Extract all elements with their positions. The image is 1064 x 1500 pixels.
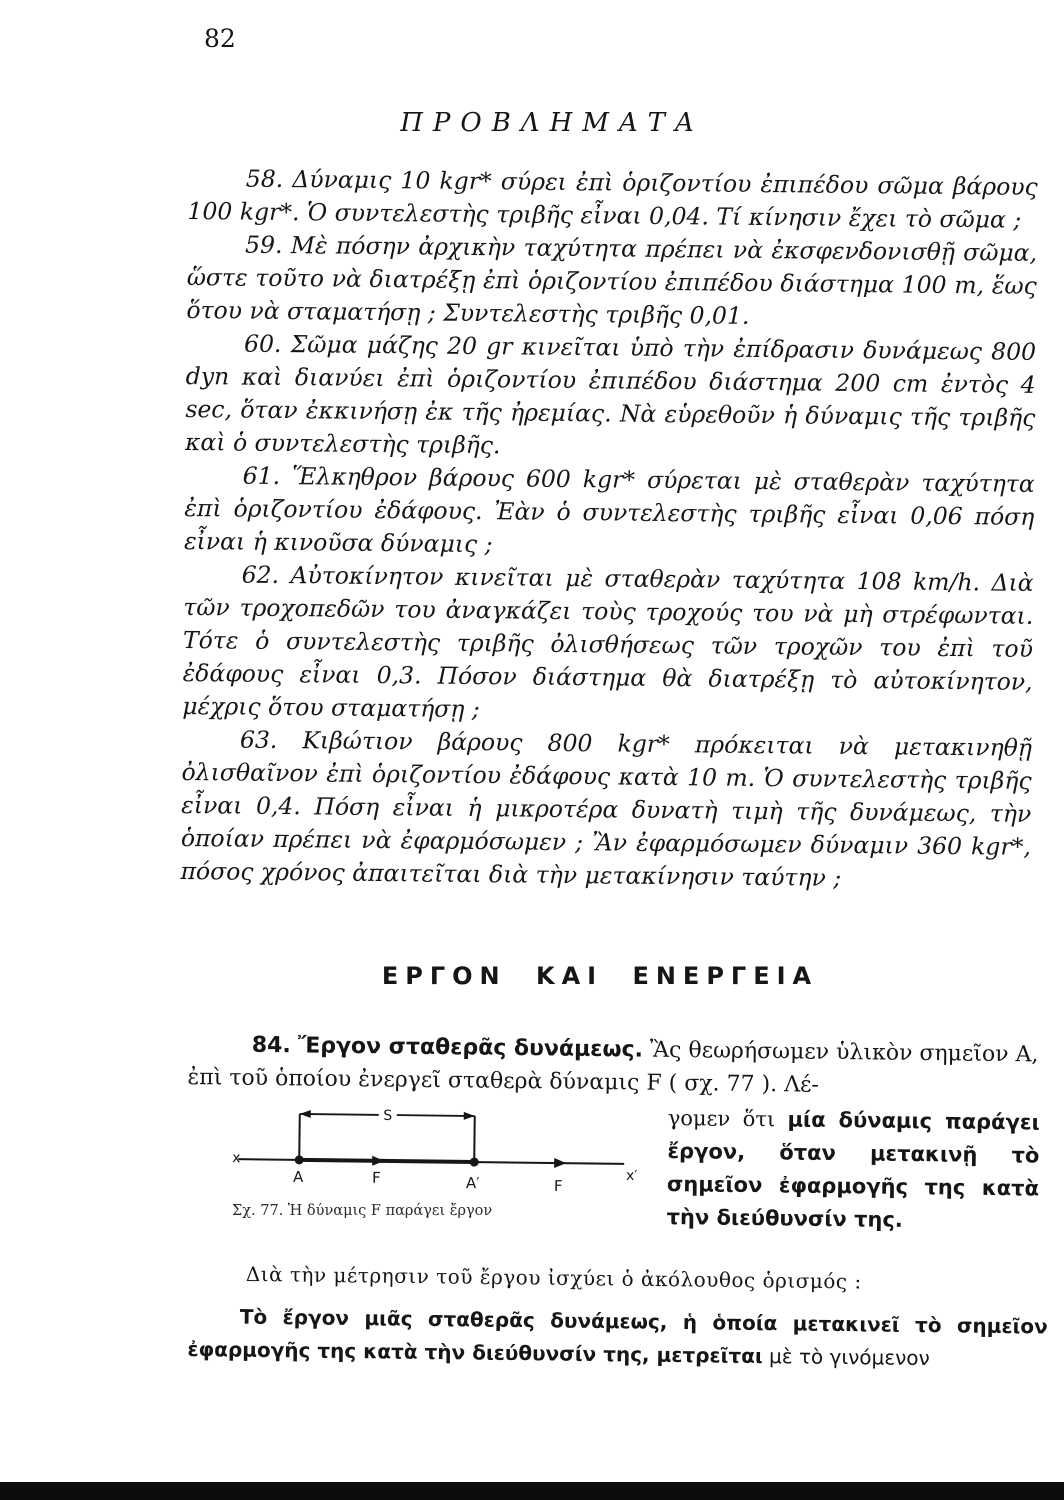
- s-arrow-right: [464, 1112, 475, 1120]
- problem-58: 58. Δύναμις 10 kgr* σύρει ἐπὶ ὁριζοντίου ἐπιπέδου σῶμα βάρους 100 kgr*. Ὁ συντελεστὴς τριβῆς εἶναι 0,04. Τί κίνησιν ἔχει τὸ σῶμα ;: [187, 164, 1038, 234]
- definition-plain-text: μὲ τὸ γινόμενον: [768, 1344, 930, 1371]
- article-heading: Ἔργον σταθερᾶς δυνάμεως.: [297, 1033, 644, 1063]
- force-arrow-2: [554, 1158, 566, 1168]
- figure-77-caption: Σχ. 77. Ἡ δύναμις F παράγει ἔργον: [232, 1203, 493, 1219]
- f-label-1: F: [371, 1168, 381, 1187]
- work-definition: [187, 1300, 1048, 1377]
- callout-plain-text: γομεν ὅτι: [667, 1105, 776, 1132]
- s-label: S: [383, 1107, 393, 1125]
- article-84-intro: [187, 1028, 1048, 1105]
- section-title: ΕΡΓΟΝ ΚΑΙ ΕΝΕΡΓΕΙΑ: [381, 962, 819, 990]
- page-number: 82: [204, 24, 236, 53]
- x-label: x: [232, 1150, 241, 1167]
- work-definition-callout: [666, 1102, 1040, 1239]
- point-a-prime: [470, 1157, 479, 1166]
- problems-title: ΠΡΟΒΛΗΜΑΤΑ: [400, 108, 704, 138]
- a-label: A: [292, 1167, 304, 1186]
- f-label-2: F: [553, 1177, 563, 1196]
- measurement-intro: Διὰ τὴν μέτρησιν τοῦ ἔργου ἰσχύει ὁ ἀκόλουθος ὁρισμός :: [245, 1261, 862, 1294]
- force-arrow-1: [372, 1156, 384, 1166]
- problems-list: [180, 162, 1038, 897]
- article-intro: Ἂς θεωρήσωμεν ὑλικὸν σημεῖον A, ἐπὶ τοῦ ὁποίου ἐνεργεῖ σταθερὰ δύναμις F ( σχ. 77 ). Λέ-: [187, 1037, 1039, 1098]
- problem-62: 62. Αὐτοκίνητον κινεῖται μὲ σταθερὰν ταχύτητα 108 km/h. Διὰ τῶν τροχοπεδῶν του ἀναγκάζει τοὺς τροχούς του νὰ μὴ στρέφωνται. Τότε ὁ συντελεστὴς τριβῆς ὀλισθήσεως τῶν τροχῶν του ἐπὶ τοῦ ἐδάφους εἶναι 0,3. Πόσον διάστημα θὰ διατρέξῃ τὸ αὐτοκίνητον, μέχρις ὅτου σταματήσῃ ;: [182, 560, 1034, 724]
- definition-bold-text: Τὸ ἔργον μιᾶς σταθερᾶς δυνάμεως, ἡ ὁποία μετακινεῖ τὸ σημεῖον ἐφαρμογῆς της κατὰ τὴν διεύθυνσίν της, μετρεῖται: [187, 1304, 1048, 1369]
- s-arrow-left: [300, 1110, 311, 1118]
- article-number: 84.: [251, 1032, 291, 1059]
- x-prime-label: x′: [625, 1167, 638, 1185]
- displacement-segment: [299, 1160, 474, 1162]
- problem-59: 59. Μὲ πόσην ἀρχικὴν ταχύτητα πρέπει νὰ ἐκσφενδονισθῇ σῶμα, ὥστε τοῦτο νὰ διατρέξῃ ἐπὶ ὁριζοντίου ἐπιπέδου διάστημα 100 m, ἕως ὅτου νὰ σταματήσῃ ; Συντελεστὴς τριβῆς 0,01.: [186, 230, 1038, 330]
- problem-61: 61. Ἕλκηθρον βάρους 600 kgr* σύρεται μὲ σταθερὰν ταχύτητα ἐπὶ ὁριζοντίου ἐδάφους. Ἐὰν ὁ συντελεστὴς τριβῆς εἶναι 0,06 πόση εἶναι ἡ κινοῦσα δύναμις ;: [183, 461, 1035, 559]
- point-a: [295, 1155, 304, 1164]
- a-prime-label: A′: [465, 1173, 480, 1193]
- callout-bold-text: μία δύναμις παράγει ἔργον, ὅταν μετακινῇ τὸ σημεῖον ἐφαρμογῆς της κατὰ τὴν διεύθυνσίν της.: [666, 1107, 1040, 1232]
- scan-bottom-edge: [0, 1482, 1064, 1500]
- figure-77-diagram: [225, 1095, 665, 1245]
- problem-60: 60. Σῶμα μάζης 20 gr κινεῖται ὑπὸ τὴν ἐπίδρασιν δυνάμεως 800 dyn καὶ διανύει ἐπὶ ὁριζοντίου ἐπιπέδου διάστημα 200 cm ἐντὸς 4 sec, ὅταν ἐκκινήσῃ ἐκ τῆς ἠρεμίας. Νὰ εὑρεθοῦν ἡ δύναμις τῆς τριβῆς καὶ ὁ συντελεστὴς τριβῆς.: [184, 329, 1037, 460]
- figure-77: [225, 1095, 665, 1245]
- problem-63: 63. Κιβώτιον βάρους 800 kgr* πρόκειται νὰ μετακινηθῇ ὀλισθαῖνον ἐπὶ ὁριζοντίου ἐδάφους κατὰ 10 m. Ὁ συντελεστὴς τριβῆς εἶναι 0,4. Πόση εἶναι ἡ μικροτέρα δυνατὴ τιμὴ τῆς δυνάμεως, τὴν ὁποίαν πρέπει νὰ ἐφαρμόσωμεν ; Ἂν ἐφαρμόσωμεν δύναμιν 360 kgr*, πόσος χρόνος ἀπαιτεῖται διὰ τὴν μετακίνησιν ταύτην ;: [180, 725, 1033, 892]
